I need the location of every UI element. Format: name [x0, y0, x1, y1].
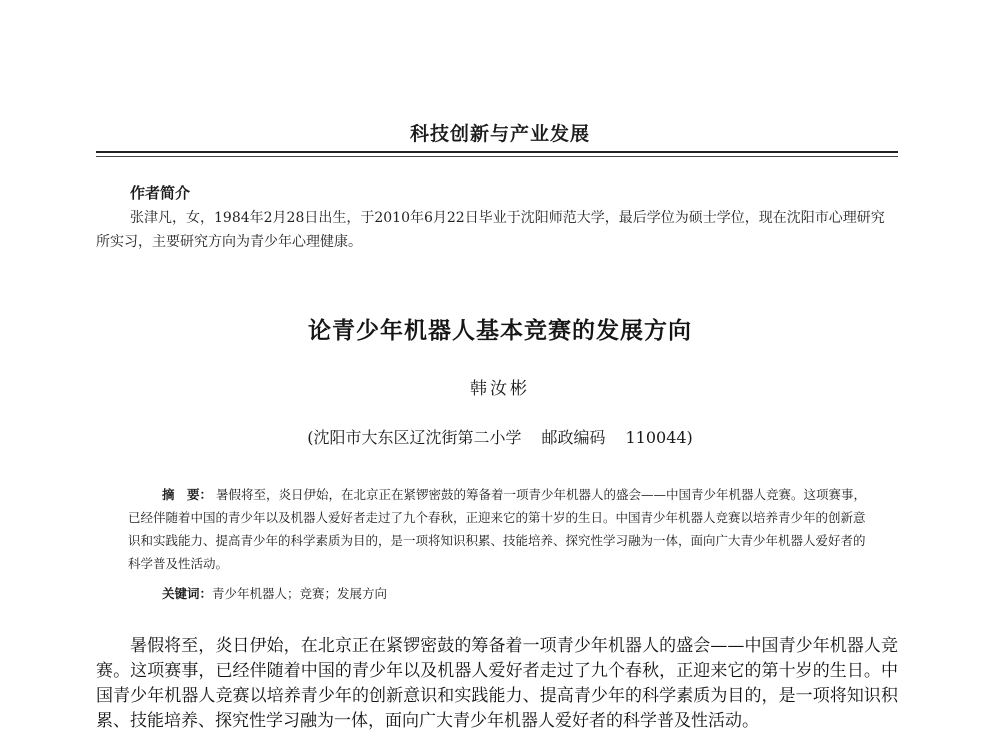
paper-affiliation: [0, 425, 1000, 448]
paper-title: 论青少年机器人基本竞赛的发展方向: [308, 318, 692, 344]
keywords-text: 青少年机器人；竞赛；发展方向: [212, 586, 388, 601]
affiliation-postcode-label: 邮政编码: [541, 428, 606, 447]
paper-author: 韩汝彬: [470, 379, 530, 399]
header-rule-thin: [96, 156, 898, 157]
keywords-label: 关键词：: [162, 586, 213, 601]
abstract-label: 摘 要：: [162, 487, 213, 502]
author-intro-heading: 作者简介: [130, 184, 191, 202]
author-intro-text: 张津凡，女，1984年2月28日出生，于2010年6月22日毕业于沈阳师范大学，最后学位为硕士学位，现在沈阳市心理研究所实习，主要研究方向为青少年心理健康。: [96, 210, 885, 250]
journal-header: 科技创新与产业发展: [409, 123, 590, 145]
keywords-block: [162, 584, 387, 602]
affiliation-postcode: 110044): [625, 428, 693, 447]
body-paragraph: 暑假将至，炎日伊始，在北京正在紧锣密鼓的筹备着一项青少年机器人的盛会——中国青少年机器人竞赛。这项赛事，已经伴随着中国的青少年以及机器人爱好者走过了九个春秋，正迎来它的第十岁的生日。中国青少年机器人竞赛以培养青少年的创新意识和实践能力、提高青少年的科学素质为目的，是一项将知识积累、技能培养、探究性学习融为一体，面向广大青少年机器人爱好者的科学普及性活动。: [96, 636, 898, 731]
affiliation-org: (沈阳市大东区辽沈街第二小学: [307, 428, 522, 447]
header-rule-thick: [96, 151, 898, 153]
abstract-block: [128, 483, 868, 575]
abstract-text: 暑假将至，炎日伊始，在北京正在紧锣密鼓的筹备着一项青少年机器人的盛会——中国青少年机器人竞赛。这项赛事，已经伴随着中国的青少年以及机器人爱好者走过了九个春秋，正迎来它的第十岁的生日。中国青少年机器人竞赛以培养青少年的创新意识和实践能力、提高青少年的科学素质为目的，是一项将知识积累、技能培养、探究性学习融为一体，面向广大青少年机器人爱好者的科学普及性活动。: [128, 487, 867, 571]
